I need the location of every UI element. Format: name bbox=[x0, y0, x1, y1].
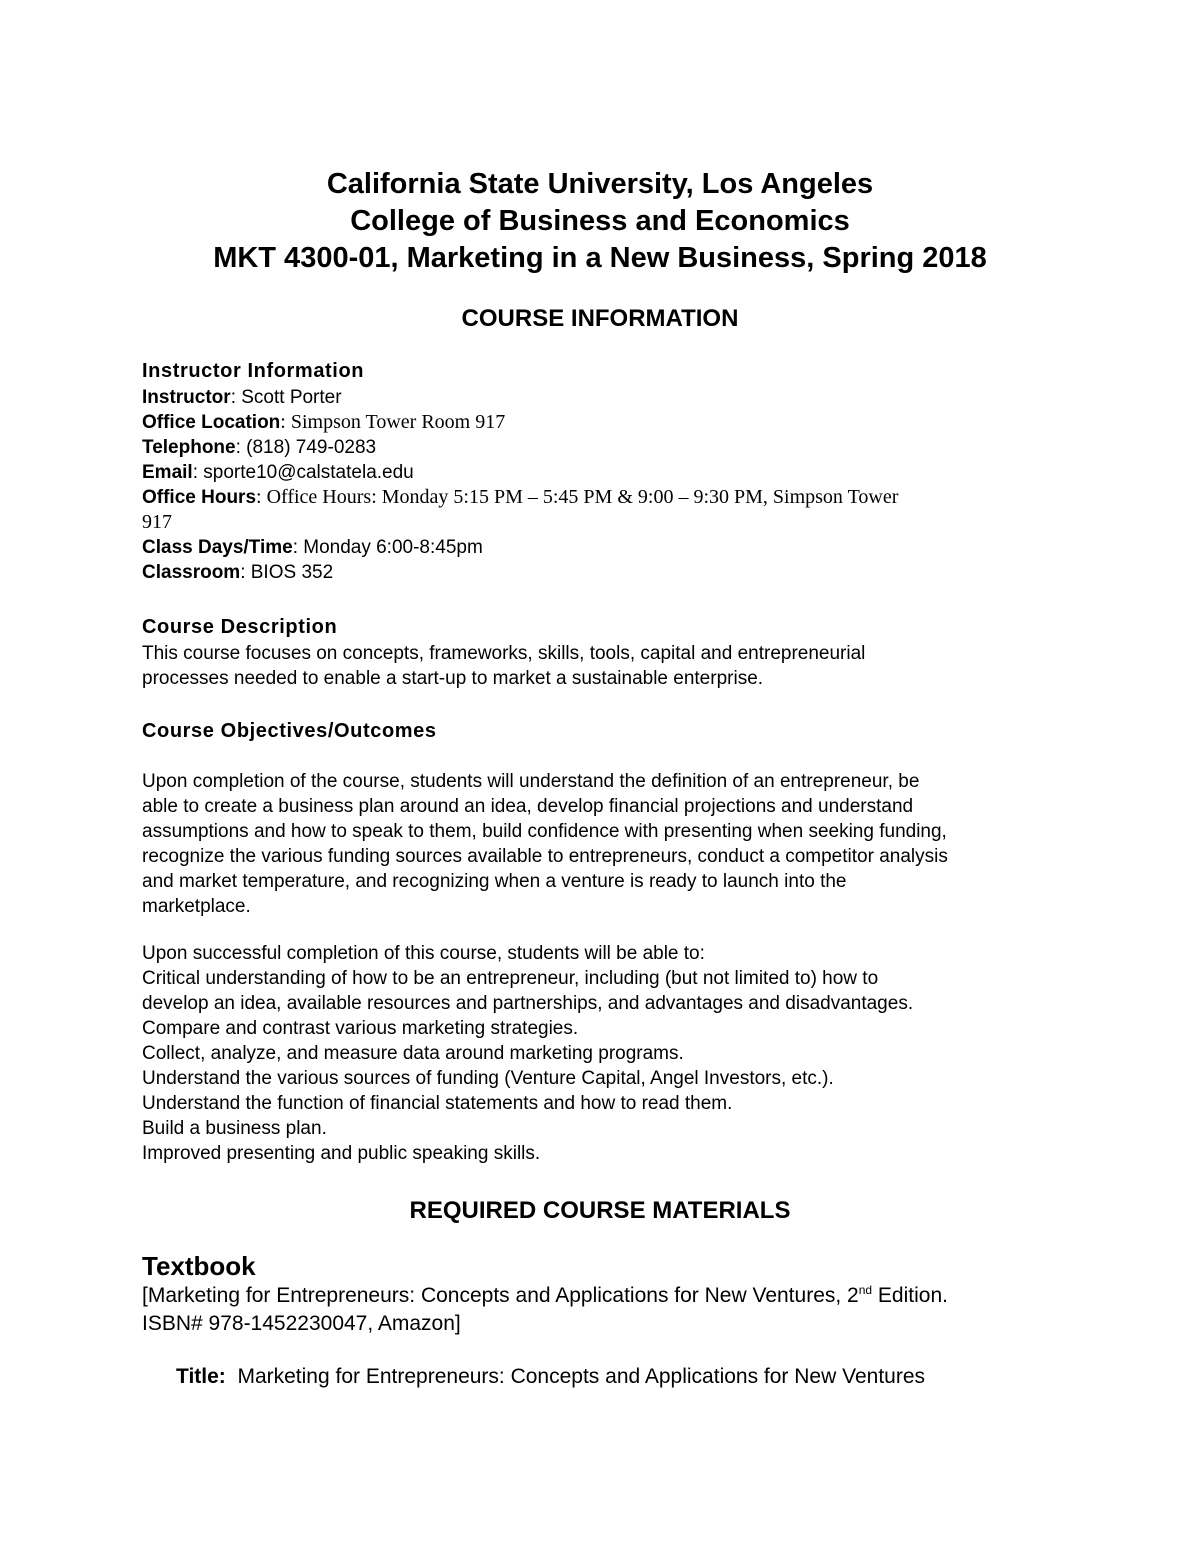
objectives-paragraph-1 bbox=[142, 769, 1062, 919]
instructor-label: Instructor bbox=[142, 387, 231, 408]
textbook-heading: Textbook bbox=[142, 1251, 256, 1281]
outcome-item: Understand the function of financial statements and how to read them. bbox=[142, 1093, 733, 1114]
class-days-row bbox=[142, 535, 1062, 560]
paragraph-line: assumptions and how to speak to them, build confidence with presenting when seeking funding, bbox=[142, 821, 947, 842]
instructor-row bbox=[142, 385, 1062, 410]
paragraph-line: Upon completion of the course, students will understand the definition of an entrepreneur, be bbox=[142, 771, 920, 792]
textbook-title-row bbox=[176, 1363, 1096, 1391]
course-objectives-subheading: Course Objectives/Outcomes bbox=[142, 720, 437, 742]
office-location-label: Office Location bbox=[142, 412, 281, 433]
office-hours-value: : Office Hours: Monday 5:15 PM – 5:45 PM & 9:00 – 9:30 PM, Simpson Tower bbox=[256, 486, 899, 508]
office-hours-row bbox=[142, 485, 1062, 510]
email-row bbox=[142, 460, 1062, 485]
outcome-item: Build a business plan. bbox=[142, 1118, 327, 1139]
textbook-citation-line bbox=[142, 1282, 1062, 1310]
outcome-item: Compare and contrast various marketing strategies. bbox=[142, 1018, 579, 1039]
paragraph-line: recognize the various funding sources available to entrepreneurs, conduct a competitor analysis bbox=[142, 846, 948, 867]
title-value: Marketing for Entrepreneurs: Concepts and Applications for New Ventures bbox=[225, 1365, 926, 1388]
textbook-edition-text: Edition. bbox=[872, 1284, 948, 1307]
textbook-isbn-line: ISBN# 978-1452230047, Amazon] bbox=[142, 1312, 461, 1335]
course-description-line: This course focuses on concepts, frameworks, skills, tools, capital and entrepreneurial bbox=[142, 643, 866, 664]
title-label: Title: bbox=[176, 1365, 226, 1388]
outcome-item: Understand the various sources of funding (Venture Capital, Angel Investors, etc.). bbox=[142, 1068, 834, 1089]
course-information-heading: COURSE INFORMATION bbox=[461, 305, 739, 332]
office-location-row bbox=[142, 410, 1062, 435]
textbook-section bbox=[142, 1250, 1062, 1338]
telephone-row bbox=[142, 435, 1062, 460]
class-days-label: Class Days/Time bbox=[142, 537, 293, 558]
university-name: California State University, Los Angeles bbox=[326, 168, 874, 200]
course-description-section bbox=[142, 614, 1062, 691]
classroom-value: : BIOS 352 bbox=[240, 562, 334, 583]
email-value: : sporte10@calstatela.edu bbox=[192, 462, 414, 483]
required-materials-heading: REQUIRED COURSE MATERIALS bbox=[409, 1197, 791, 1224]
telephone-label: Telephone bbox=[142, 437, 236, 458]
instructor-value: : Scott Porter bbox=[230, 387, 342, 408]
paragraph-line: Upon successful completion of this course, students will be able to: bbox=[142, 943, 705, 964]
paragraph-line: and market temperature, and recognizing when a venture is ready to launch into the bbox=[142, 871, 847, 892]
outcome-item: develop an idea, available resources and partnerships, and advantages and disadvantages. bbox=[142, 993, 914, 1014]
email-label: Email bbox=[142, 462, 193, 483]
college-name: College of Business and Economics bbox=[350, 205, 850, 237]
course-description-subheading: Course Description bbox=[142, 616, 338, 638]
outcome-item: Improved presenting and public speaking skills. bbox=[142, 1143, 541, 1164]
telephone-value: : (818) 749-0283 bbox=[235, 437, 377, 458]
paragraph-line: able to create a business plan around an idea, develop financial projections and understand bbox=[142, 796, 914, 817]
class-days-value: : Monday 6:00-8:45pm bbox=[292, 537, 483, 558]
course-objectives-section bbox=[142, 718, 1062, 1166]
office-hours-label: Office Hours bbox=[142, 487, 257, 508]
paragraph-line: marketplace. bbox=[142, 896, 251, 917]
instructor-information-subheading: Instructor Information bbox=[142, 360, 365, 382]
office-location-value: : Simpson Tower Room 917 bbox=[280, 411, 506, 433]
document-header bbox=[0, 166, 1200, 277]
edition-superscript: nd bbox=[858, 1283, 873, 1297]
outcome-item: Collect, analyze, and measure data around marketing programs. bbox=[142, 1043, 684, 1064]
instructor-information-section bbox=[142, 358, 1062, 585]
course-description-line: processes needed to enable a start-up to market a sustainable enterprise. bbox=[142, 668, 764, 689]
outcome-item: Critical understanding of how to be an entrepreneur, including (but not limited to) how to bbox=[142, 968, 879, 989]
office-hours-continuation: 917 bbox=[142, 511, 172, 533]
objectives-paragraph-2 bbox=[142, 941, 1062, 1166]
course-title: MKT 4300-01, Marketing in a New Business, Spring 2018 bbox=[213, 242, 987, 274]
classroom-label: Classroom bbox=[142, 562, 241, 583]
classroom-row bbox=[142, 560, 1062, 585]
textbook-citation-text: [Marketing for Entrepreneurs: Concepts and Applications for New Ventures, 2 bbox=[142, 1284, 859, 1307]
